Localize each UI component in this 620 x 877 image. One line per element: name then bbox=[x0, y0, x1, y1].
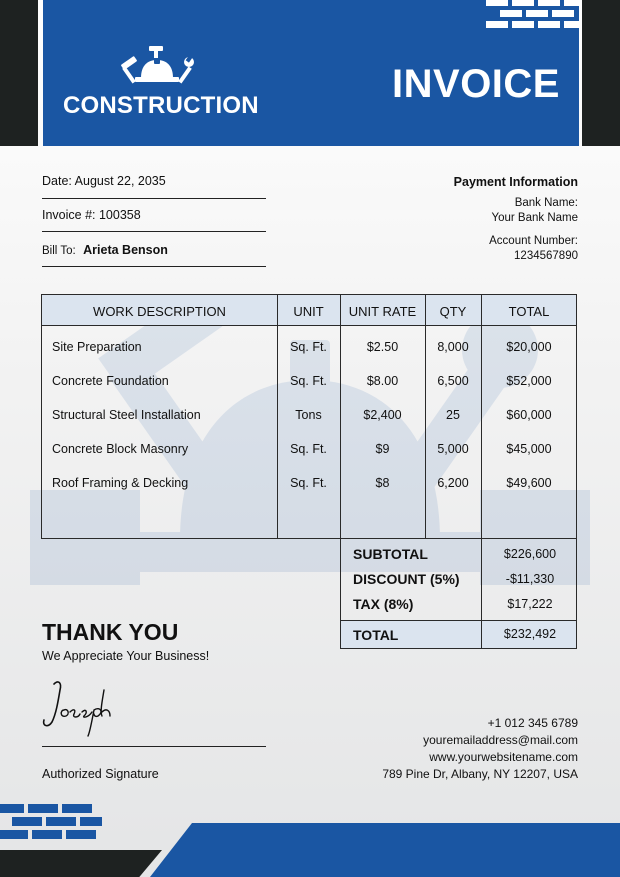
row-rate: $2,400 bbox=[363, 408, 402, 422]
bill-to-label: Bill To: bbox=[42, 245, 76, 257]
row-description: Roof Framing & Decking bbox=[52, 476, 189, 490]
total-value: $232,492 bbox=[503, 627, 557, 641]
hardhat-tools-icon bbox=[119, 44, 195, 86]
account-label: Account Number: bbox=[489, 235, 578, 247]
signature-label: Authorized Signature bbox=[42, 767, 159, 781]
discount-value: -$11,330 bbox=[505, 572, 555, 586]
subtotal-label: SUBTOTAL bbox=[353, 546, 428, 562]
bank-label: Bank Name: bbox=[514, 197, 578, 209]
invoice-date: Date: August 22, 2035 bbox=[42, 174, 166, 188]
row-rate: $8 bbox=[375, 476, 390, 490]
row-total: $45,000 bbox=[506, 442, 552, 456]
row-qty: 25 bbox=[446, 408, 460, 422]
row-unit: Tons bbox=[295, 408, 322, 422]
row-description: Structural Steel Installation bbox=[52, 408, 201, 422]
row-total: $49,600 bbox=[506, 476, 552, 490]
contact-address: 789 Pine Dr, Albany, NY 12207, USA bbox=[382, 767, 578, 781]
bricks-decoration-icon bbox=[0, 804, 102, 844]
contact-phone: +1 012 345 6789 bbox=[487, 716, 578, 730]
tax-value: $17,222 bbox=[507, 597, 553, 611]
brand-name: CONSTRUCTION bbox=[63, 92, 259, 119]
thank-you-subtitle: We Appreciate Your Business! bbox=[42, 649, 210, 663]
row-unit: Sq. Ft. bbox=[290, 476, 327, 490]
row-qty: 5,000 bbox=[437, 442, 469, 456]
row-unit: Sq. Ft. bbox=[290, 374, 327, 388]
bank-value: Your Bank Name bbox=[491, 212, 578, 224]
contact-email: youremailaddress@mail.com bbox=[423, 733, 578, 747]
bill-to bbox=[42, 243, 266, 257]
header-total: TOTAL bbox=[508, 304, 550, 319]
invoice-title: INVOICE bbox=[392, 62, 560, 106]
row-description: Concrete Foundation bbox=[52, 374, 169, 388]
header-work-description: WORK DESCRIPTION bbox=[93, 304, 226, 319]
signature-line bbox=[42, 746, 266, 747]
row-qty: 6,500 bbox=[437, 374, 469, 388]
handwritten-signature bbox=[40, 676, 140, 738]
row-rate: $2.50 bbox=[366, 340, 399, 354]
divider bbox=[42, 198, 266, 199]
bottom-dark-band bbox=[0, 850, 162, 877]
divider bbox=[42, 231, 266, 232]
row-description: Site Preparation bbox=[52, 340, 142, 354]
header-unit: UNIT bbox=[293, 304, 324, 319]
row-qty: 8,000 bbox=[437, 340, 469, 354]
discount-label: DISCOUNT (5%) bbox=[353, 571, 460, 587]
header-qty: QTY bbox=[439, 304, 467, 319]
divider bbox=[42, 266, 266, 267]
header-unit-rate: UNIT RATE bbox=[348, 304, 417, 319]
payment-title: Payment Information bbox=[453, 175, 578, 189]
total-label: TOTAL bbox=[353, 627, 399, 643]
right-dark-bar bbox=[582, 0, 620, 146]
row-total: $52,000 bbox=[506, 374, 552, 388]
account-value: 1234567890 bbox=[514, 250, 578, 262]
tax-label: TAX (8%) bbox=[353, 596, 414, 612]
row-rate: $8.00 bbox=[366, 374, 399, 388]
row-description: Concrete Block Masonry bbox=[52, 442, 189, 456]
row-unit: Sq. Ft. bbox=[290, 442, 327, 456]
row-rate: $9 bbox=[375, 442, 390, 456]
thank-you-title: THANK YOU bbox=[42, 619, 179, 645]
row-total: $20,000 bbox=[506, 340, 552, 354]
row-unit: Sq. Ft. bbox=[290, 340, 327, 354]
contact-website: www.yourwebsitename.com bbox=[429, 750, 578, 764]
totals-box bbox=[340, 539, 577, 649]
subtotal-value: $226,600 bbox=[503, 547, 557, 561]
bill-to-name: Arieta Benson bbox=[83, 243, 168, 257]
bottom-blue-band bbox=[150, 823, 620, 877]
left-dark-bar bbox=[0, 0, 38, 146]
work-table bbox=[41, 294, 577, 539]
row-total: $60,000 bbox=[506, 408, 552, 422]
bricks-decoration-icon bbox=[486, 0, 580, 34]
row-qty: 6,200 bbox=[437, 476, 469, 490]
invoice-number: Invoice #: 100358 bbox=[42, 208, 141, 222]
